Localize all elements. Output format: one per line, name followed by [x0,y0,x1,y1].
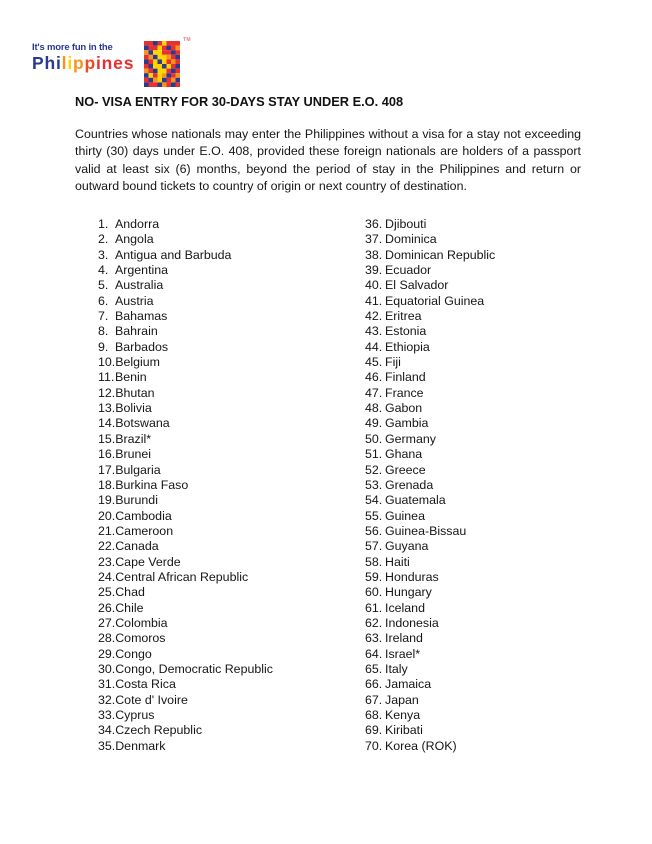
country-name: Costa Rica [115,677,176,692]
country-number: 49. [365,416,383,431]
country-list-item [365,539,620,554]
country-name: Burkina Faso [115,477,189,492]
country-list-item [98,723,353,738]
country-name: Bhutan [115,385,155,400]
country-number: 1. [98,217,109,231]
country-number: 62. [365,615,383,630]
country-number: 10. [98,355,116,370]
country-name: Finland [385,370,426,385]
country-name: Canada [115,539,159,554]
country-name: Hungary [385,585,432,600]
country-number: 63. [365,631,383,646]
country-number: 9. [98,339,109,354]
country-number: 19. [98,493,116,508]
country-list-item [98,263,353,278]
country-list-item [365,677,620,692]
country-name: Guyana [385,539,429,554]
logo-brand-letter: n [101,53,114,73]
country-number: 21. [98,523,116,538]
country-name: Cambodia [115,508,172,523]
logo-brand-letter: i [55,53,62,73]
country-list-item [365,217,620,232]
country-number: 14. [98,416,116,431]
country-name: Ethiopia [385,339,430,354]
country-name: Ghana [385,447,423,462]
country-name: Gabon [385,401,423,416]
country-number: 42. [365,309,383,324]
country-list-item [98,693,353,708]
country-list-item [98,401,353,416]
country-name: Benin [115,370,147,385]
logo-brand-letter: i [67,53,73,73]
country-list-right [365,217,620,754]
country-name: Fiji [385,355,401,370]
country-number: 36. [365,217,383,231]
country-list-item [365,708,620,723]
logo-tagline: It's more fun in the [32,42,113,53]
country-list-item [365,739,620,754]
country-name: Israel* [385,646,421,661]
country-name: Chile [115,600,144,615]
country-name: Burundi [115,493,158,508]
country-number: 31. [98,677,116,692]
country-number: 69. [365,723,383,738]
country-number: 58. [365,554,383,569]
country-number: 52. [365,462,383,477]
country-name: Haiti [385,554,410,569]
country-list-item [98,294,353,309]
country-list-item [98,309,353,324]
country-name: Kenya [385,708,421,722]
country-name: Brunei [115,447,152,462]
country-list-item [365,524,620,539]
logo-brand-letter: P [32,53,45,73]
country-list-item [365,693,620,708]
country-name: Italy [385,661,408,676]
country-number: 23. [98,554,116,569]
country-number: 13. [98,401,116,416]
country-name: Dominican Republic [385,247,496,262]
country-number: 5. [98,278,109,293]
country-list-item [98,232,353,247]
country-name: Czech Republic [115,723,203,738]
country-number: 54. [365,493,383,508]
country-list-item [98,447,353,462]
country-list-item [365,631,620,646]
country-list-item [98,478,353,493]
country-number: 51. [365,447,383,462]
country-name: Cameroon [115,523,174,538]
country-list-item [365,248,620,263]
country-name: Japan [385,692,419,707]
country-list-item [98,340,353,355]
country-number: 22. [98,539,116,554]
country-name: Brazil* [115,431,152,446]
country-name: Djibouti [385,217,427,231]
country-list-item [365,493,620,508]
country-name: Ireland [385,631,423,646]
country-list-item [98,524,353,539]
country-list-item [365,309,620,324]
country-list-item [98,539,353,554]
country-number: 70. [365,738,383,753]
country-list-item [98,739,353,754]
country-name: Barbados [115,339,169,354]
logo-brand-letter: s [123,53,135,73]
country-number: 32. [98,692,116,707]
country-number: 8. [98,324,109,339]
country-number: 3. [98,247,109,262]
country-list-item [365,386,620,401]
country-number: 48. [365,401,383,416]
country-name: Korea (ROK) [385,738,457,753]
country-number: 29. [98,646,116,661]
country-list-item [365,478,620,493]
country-list-item [98,708,353,723]
page-title: NO- VISA ENTRY FOR 30-DAYS STAY UNDER E.O. 408 [75,94,404,109]
country-list-item [98,416,353,431]
country-list-item [365,401,620,416]
country-list-item [365,340,620,355]
country-name: El Salvador [385,278,449,293]
country-number: 30. [98,661,116,676]
country-number: 11. [98,370,115,385]
country-list-item [365,416,620,431]
country-list-item [98,217,353,232]
country-name: Central African Republic [115,569,249,584]
country-list-item [98,463,353,478]
country-number: 60. [365,585,383,600]
country-number: 24. [98,569,116,584]
country-number: 38. [365,247,383,262]
country-number: 4. [98,263,109,278]
country-name: Andorra [115,217,160,231]
country-list-item [365,616,620,631]
country-number: 68. [365,708,383,722]
country-number: 7. [98,309,109,324]
country-list-item [365,278,620,293]
country-list-item [98,278,353,293]
country-name: Indonesia [385,615,439,630]
dot-philippines-logo [32,42,134,72]
country-name: Greece [385,462,426,477]
country-number: 18. [98,477,116,492]
country-name: Chad [115,585,145,600]
country-number: 47. [365,385,383,400]
country-number: 45. [365,355,383,370]
country-name: Cyprus [115,708,155,722]
country-name: Estonia [385,324,427,339]
country-name: Congo, Democratic Republic [115,661,273,676]
country-list-item [98,248,353,263]
logo-brand-letter: p [84,53,96,73]
philippines-mosaic-icon [144,41,180,87]
country-number: 25. [98,585,116,600]
country-list-item [365,447,620,462]
country-name: Comoros [115,631,166,646]
logo-brand-letter: h [44,53,56,73]
country-name: Australia [115,278,164,293]
country-name: Bahrain [115,324,158,339]
country-number: 67. [365,692,383,707]
country-name: Guinea-Bissau [385,523,467,538]
country-list-item [98,601,353,616]
country-number: 64. [365,646,383,661]
country-list-item [365,585,620,600]
country-list-item [98,570,353,585]
country-name: Cote d' Ivoire [115,692,188,707]
country-name: Equatorial Guinea [385,293,485,308]
country-list-item [98,324,353,339]
country-list-item [98,616,353,631]
country-name: Bolivia [115,401,152,416]
country-number: 41. [365,293,383,308]
country-number: 20. [98,508,116,523]
country-name: Germany [385,431,436,446]
country-list-item [365,324,620,339]
country-number: 12. [98,385,116,400]
country-name: Iceland [385,600,425,615]
country-name: France [385,385,424,400]
logo-brand-letter: e [113,53,124,73]
country-list-item [365,232,620,247]
country-name: Ecuador [385,263,432,278]
country-number: 17. [98,462,116,477]
country-list-item [98,631,353,646]
country-list-item [98,662,353,677]
country-list-item [365,370,620,385]
country-list-item [365,509,620,524]
country-number: 46. [365,370,383,385]
country-name: Honduras [385,569,439,584]
country-name: Argentina [115,263,169,278]
country-list-item [365,647,620,662]
country-list-item [365,355,620,370]
country-list-item [365,570,620,585]
country-number: 59. [365,569,383,584]
country-name: Cape Verde [115,554,181,569]
logo-brand-letter: l [61,53,68,73]
country-number: 27. [98,615,116,630]
country-number: 2. [98,232,109,247]
country-number: 28. [98,631,116,646]
logo-brand [32,54,134,72]
country-list-item [98,647,353,662]
country-list-item [365,555,620,570]
country-name: Denmark [115,738,166,753]
country-name: Dominica [385,232,437,247]
country-list-item [365,662,620,677]
country-number: 39. [365,263,383,278]
country-name: Grenada [385,477,434,492]
country-list-item [365,723,620,738]
country-number: 66. [365,677,383,692]
country-list-item [98,386,353,401]
country-number: 33. [98,708,116,722]
logo-brand-letter: i [96,53,102,73]
trademark-symbol: TM [183,37,191,43]
country-list-item [365,263,620,278]
country-name: Gambia [385,416,429,431]
intro-paragraph: Countries whose nationals may enter the Philippines without a visa for a stay not exceeding thirty (30) days under E.O. 408, provided these foreign nationals are holders of a passport valid at least six (6) months, beyond the period of stay in the Philippines and return or outward bound tickets to country of origin or next country of destination. [75,127,581,193]
country-name: Guatemala [385,493,446,508]
country-number: 44. [365,339,383,354]
logo-brand-letter: p [73,53,85,73]
country-list-item [98,677,353,692]
country-number: 65. [365,661,383,676]
country-name: Guinea [385,508,425,523]
country-number: 56. [365,523,383,538]
country-number: 35. [98,738,116,753]
country-number: 57. [365,539,383,554]
country-number: 50. [365,431,383,446]
country-list-item [98,432,353,447]
country-number: 15. [98,431,116,446]
country-number: 6. [98,293,109,308]
country-list-left [98,217,353,754]
country-name: Kiribati [385,723,423,738]
country-list-item [365,463,620,478]
country-list-item [98,509,353,524]
country-name: Congo [115,646,152,661]
country-number: 26. [98,600,116,615]
country-list-item [98,370,353,385]
country-number: 37. [365,232,383,247]
country-name: Antigua and Barbuda [115,247,232,262]
country-name: Belgium [115,355,160,370]
country-name: Botswana [115,416,170,431]
country-number: 43. [365,324,383,339]
country-list-item [98,555,353,570]
country-list-item [365,601,620,616]
country-number: 40. [365,278,383,293]
country-name: Angola [115,232,154,247]
country-list-item [365,294,620,309]
country-list-item [98,355,353,370]
country-name: Eritrea [385,309,422,324]
country-name: Bahamas [115,309,168,324]
country-number: 55. [365,508,383,523]
country-number: 34. [98,723,116,738]
country-number: 53. [365,477,383,492]
country-name: Austria [115,293,154,308]
country-name: Jamaica [385,677,432,692]
country-name: Colombia [115,615,168,630]
country-name: Bulgaria [115,462,161,477]
country-list-item [98,493,353,508]
country-list-item [365,432,620,447]
country-number: 16. [98,447,116,462]
country-number: 61. [365,600,383,615]
country-list-item [98,585,353,600]
